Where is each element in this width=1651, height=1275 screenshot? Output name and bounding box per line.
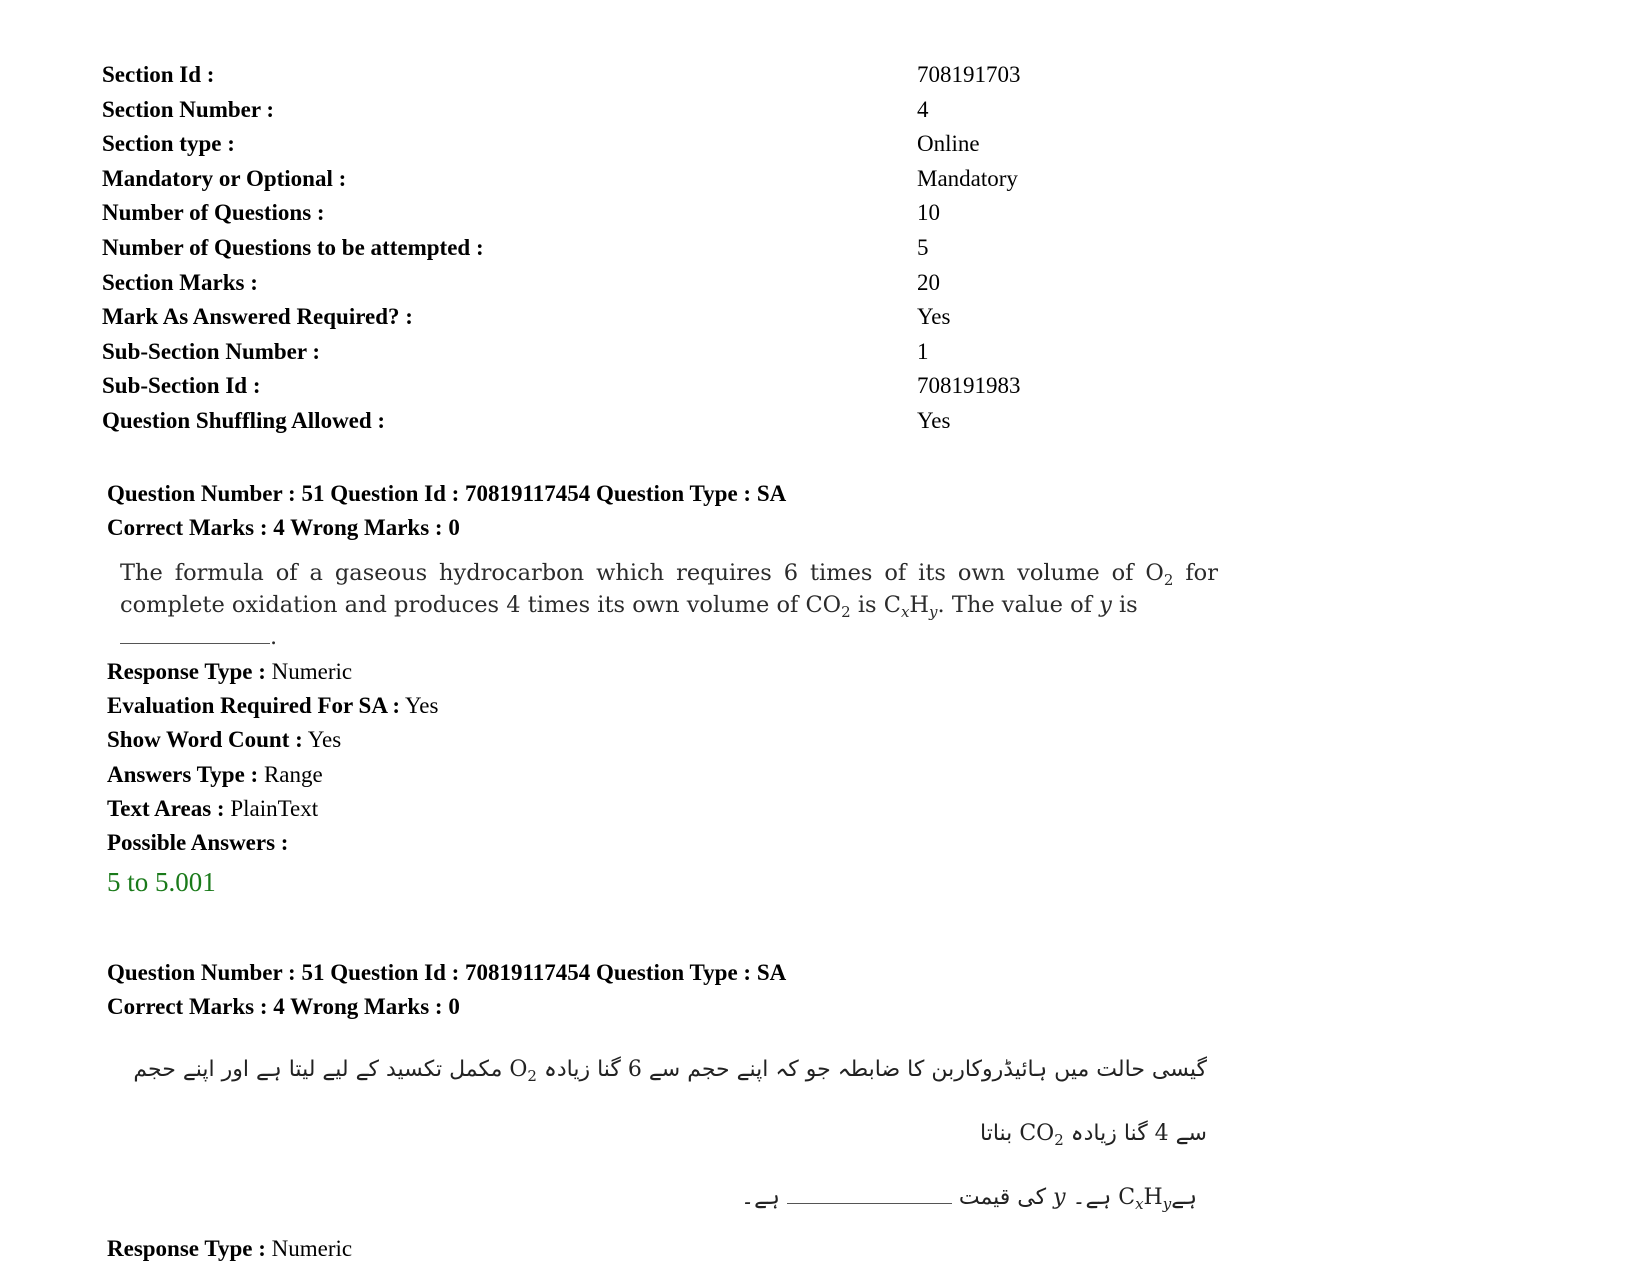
question-text-part: . The value of xyxy=(937,592,1100,618)
section-row-label: Section Number : xyxy=(102,96,275,122)
section-row xyxy=(102,93,1102,128)
section-row-value: 708191703 xyxy=(917,62,1021,87)
urdu-text: کی قیمت xyxy=(951,1185,1054,1210)
subscript: 2 xyxy=(1163,571,1174,589)
answer-blank xyxy=(120,631,270,644)
section-row-value: Yes xyxy=(917,304,951,330)
section-row-value: 10 xyxy=(917,200,940,226)
subscript: y xyxy=(1162,1195,1172,1213)
meta-key: Evaluation Required For SA : xyxy=(107,693,401,719)
meta-row xyxy=(107,1232,1257,1266)
variable: y xyxy=(1099,592,1112,618)
section-row-value: 4 xyxy=(917,96,929,122)
section-row xyxy=(102,58,1102,93)
question-header: Question Number : 51 Question Id : 70819117454 Question Type : SA xyxy=(107,960,787,985)
meta-key: Show Word Count : xyxy=(107,727,303,753)
section-row-label: Number of Questions to be attempted : xyxy=(102,234,484,260)
section-row-label: Section Id : xyxy=(102,62,215,87)
section-row-label: Mandatory or Optional : xyxy=(102,165,347,191)
question-marks: Correct Marks : 4 Wrong Marks : 0 xyxy=(107,994,460,1019)
urdu-text: گنا زیادہ xyxy=(1063,1121,1155,1146)
meta-row xyxy=(107,723,1257,757)
urdu-text: گنا زیادہ xyxy=(536,1057,628,1082)
meta-value: Yes xyxy=(405,693,439,719)
section-row-value: 5 xyxy=(917,234,929,260)
meta-key: Response Type : xyxy=(107,659,266,684)
meta-value: Yes xyxy=(307,727,342,753)
question-block-english xyxy=(107,477,1257,902)
question-text-part: for complete oxidation and produces 4 times its own volume of CO xyxy=(120,560,1218,618)
section-row xyxy=(102,196,1102,231)
variable: y xyxy=(1053,1185,1066,1210)
question-text-part: The formula of a gaseous hydrocarbon which requires 6 times of its own volume of O xyxy=(120,560,1164,586)
formula-part: H xyxy=(1143,1185,1163,1210)
question-meta xyxy=(107,655,1257,860)
subscript: x xyxy=(1135,1195,1144,1213)
section-row-value: Yes xyxy=(917,407,951,433)
section-row-label: Sub-Section Id : xyxy=(102,373,261,399)
section-row-value: Mandatory xyxy=(917,165,1018,191)
subscript: x xyxy=(900,603,910,621)
meta-value: Range xyxy=(263,761,323,787)
urdu-line-1 xyxy=(107,1038,1207,1166)
number: 6 xyxy=(627,1057,642,1082)
question-text-part: is xyxy=(1111,592,1138,618)
question-text-part: H xyxy=(909,592,930,618)
meta-row xyxy=(107,655,1257,689)
urdu-text: ہے xyxy=(1171,1185,1197,1210)
urdu-line-2 xyxy=(107,1166,1207,1230)
section-row-value: 20 xyxy=(917,269,940,295)
section-row-label: Number of Questions : xyxy=(102,200,325,226)
subscript: 2 xyxy=(527,1067,537,1085)
section-row xyxy=(102,266,1102,301)
meta-key: Answers Type : xyxy=(107,761,259,787)
section-row-value: 1 xyxy=(917,338,929,364)
section-row xyxy=(102,300,1102,335)
question-text-part: is C xyxy=(850,592,901,618)
meta-key: Response Type : xyxy=(107,1236,266,1261)
section-row xyxy=(102,231,1102,266)
question-text-part: . xyxy=(270,624,278,650)
meta-value: Numeric xyxy=(271,1236,353,1261)
question-text xyxy=(120,557,1218,653)
meta-key: Text Areas : xyxy=(107,795,225,821)
section-row-label: Mark As Answered Required? : xyxy=(102,304,413,330)
possible-answer: 5 to 5.001 xyxy=(107,867,216,898)
question-header: Question Number : 51 Question Id : 70819117454 Question Type : SA xyxy=(107,481,787,506)
question-block-urdu xyxy=(107,956,1257,1266)
formula-part: C xyxy=(1118,1185,1136,1210)
section-row xyxy=(102,404,1102,439)
subscript: 2 xyxy=(1054,1131,1064,1149)
formula xyxy=(1118,1185,1172,1213)
section-row-label: Question Shuffling Allowed : xyxy=(102,407,386,433)
question-meta xyxy=(107,1232,1257,1266)
meta-row xyxy=(107,826,1257,860)
meta-value: Numeric xyxy=(271,659,353,684)
section-row xyxy=(102,369,1102,404)
meta-value: PlainText xyxy=(230,795,319,821)
meta-row xyxy=(107,792,1257,826)
meta-row xyxy=(107,758,1257,792)
urdu-text: ہے۔ xyxy=(741,1185,787,1210)
urdu-text: مکمل تکسید کے لیے لیتا ہے اور اپنے حجم سے xyxy=(133,1057,1207,1146)
urdu-text: ہے۔ xyxy=(1065,1185,1112,1210)
section-row-value: 708191983 xyxy=(917,373,1021,399)
section-row-label: Section type : xyxy=(102,131,235,157)
section-row-label: Section Marks : xyxy=(102,269,258,295)
subscript: y xyxy=(929,603,938,621)
section-row xyxy=(102,162,1102,197)
question-text-urdu xyxy=(107,1038,1207,1230)
subscript: 2 xyxy=(841,603,851,621)
meta-key: Possible Answers : xyxy=(107,830,289,856)
question-marks: Correct Marks : 4 Wrong Marks : 0 xyxy=(107,515,460,540)
formula-part: O xyxy=(509,1057,528,1082)
section-row-value: Online xyxy=(917,131,980,157)
urdu-text: گیسی حالت میں ہائیڈروکاربن کا ضابطہ جو کہ اپنے حجم سے xyxy=(641,1057,1207,1082)
section-details xyxy=(102,58,1102,439)
section-row xyxy=(102,127,1102,162)
section-row xyxy=(102,335,1102,370)
formula xyxy=(1019,1121,1064,1149)
meta-row xyxy=(107,689,1257,723)
answer-blank xyxy=(787,1191,952,1204)
formula xyxy=(509,1057,537,1085)
section-row-label: Sub-Section Number : xyxy=(102,338,321,364)
urdu-text: بناتا xyxy=(980,1121,1020,1146)
number: 4 xyxy=(1154,1121,1169,1146)
formula-part: CO xyxy=(1019,1121,1055,1146)
